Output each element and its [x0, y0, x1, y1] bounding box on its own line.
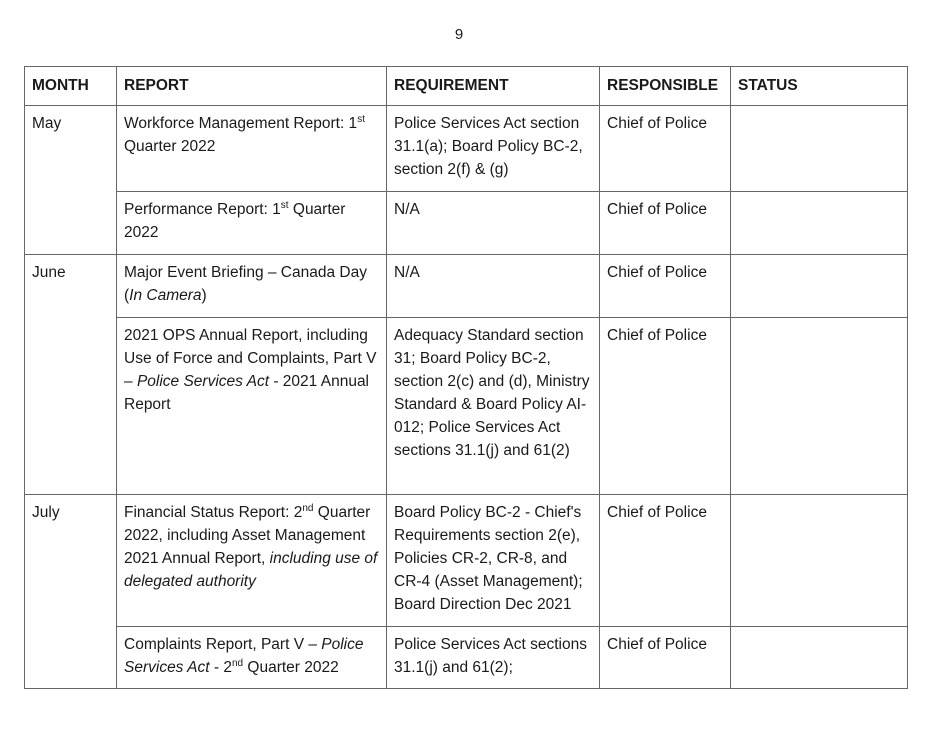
- report-cell: 2021 OPS Annual Report, including Use of Force and Complaints, Part V – Police Services Act - 2021 Annual Report: [117, 318, 387, 495]
- report-cell: Complaints Report, Part V – Police Services Act - 2nd Quarter 2022: [117, 627, 387, 689]
- report-cell: Major Event Briefing – Canada Day (In Camera): [117, 255, 387, 318]
- table-row: [25, 318, 908, 495]
- table-header-row: [25, 67, 908, 106]
- table-row: [25, 627, 908, 689]
- month-cell-june: June: [25, 255, 117, 495]
- requirement-cell: Adequacy Standard section 31; Board Policy BC-2, section 2(c) and (d), Ministry Standard & Board Policy AI-012; Police Services Act sections 31.1(j) and 61(2): [387, 318, 600, 495]
- report-cell: Workforce Management Report: 1st Quarter 2022: [117, 106, 387, 192]
- requirement-cell: Police Services Act sections 31.1(j) and 61(2);: [387, 627, 600, 689]
- responsible-cell: Chief of Police: [600, 318, 731, 495]
- requirement-cell: N/A: [387, 255, 600, 318]
- table-row: [25, 255, 908, 318]
- status-cell: [731, 318, 908, 495]
- requirement-cell: Board Policy BC-2 - Chief's Requirements section 2(e), Policies CR-2, CR-8, and CR-4 (Asset Management); Board Direction Dec 2021: [387, 495, 600, 627]
- header-responsible: RESPONSIBLE: [600, 67, 731, 106]
- report-cell: Financial Status Report: 2nd Quarter 2022, including Asset Management 2021 Annual Report, including use of delegated authority: [117, 495, 387, 627]
- status-cell: [731, 192, 908, 255]
- header-report: REPORT: [117, 67, 387, 106]
- status-cell: [731, 106, 908, 192]
- requirement-cell: Police Services Act section 31.1(a); Board Policy BC-2, section 2(f) & (g): [387, 106, 600, 192]
- responsible-cell: Chief of Police: [600, 495, 731, 627]
- status-cell: [731, 627, 908, 689]
- month-cell-may: May: [25, 106, 117, 255]
- responsible-cell: Chief of Police: [600, 627, 731, 689]
- status-cell: [731, 495, 908, 627]
- month-cell-july: July: [25, 495, 117, 689]
- header-month: MONTH: [25, 67, 117, 106]
- status-cell: [731, 255, 908, 318]
- reporting-schedule-table: [24, 66, 908, 689]
- responsible-cell: Chief of Police: [600, 192, 731, 255]
- requirement-cell: N/A: [387, 192, 600, 255]
- header-requirement: REQUIREMENT: [387, 67, 600, 106]
- header-status: STATUS: [731, 67, 908, 106]
- page-number: 9: [454, 26, 464, 43]
- table-row: [25, 495, 908, 627]
- responsible-cell: Chief of Police: [600, 255, 731, 318]
- report-cell: Performance Report: 1st Quarter 2022: [117, 192, 387, 255]
- table-row: [25, 106, 908, 192]
- table-row: [25, 192, 908, 255]
- responsible-cell: Chief of Police: [600, 106, 731, 192]
